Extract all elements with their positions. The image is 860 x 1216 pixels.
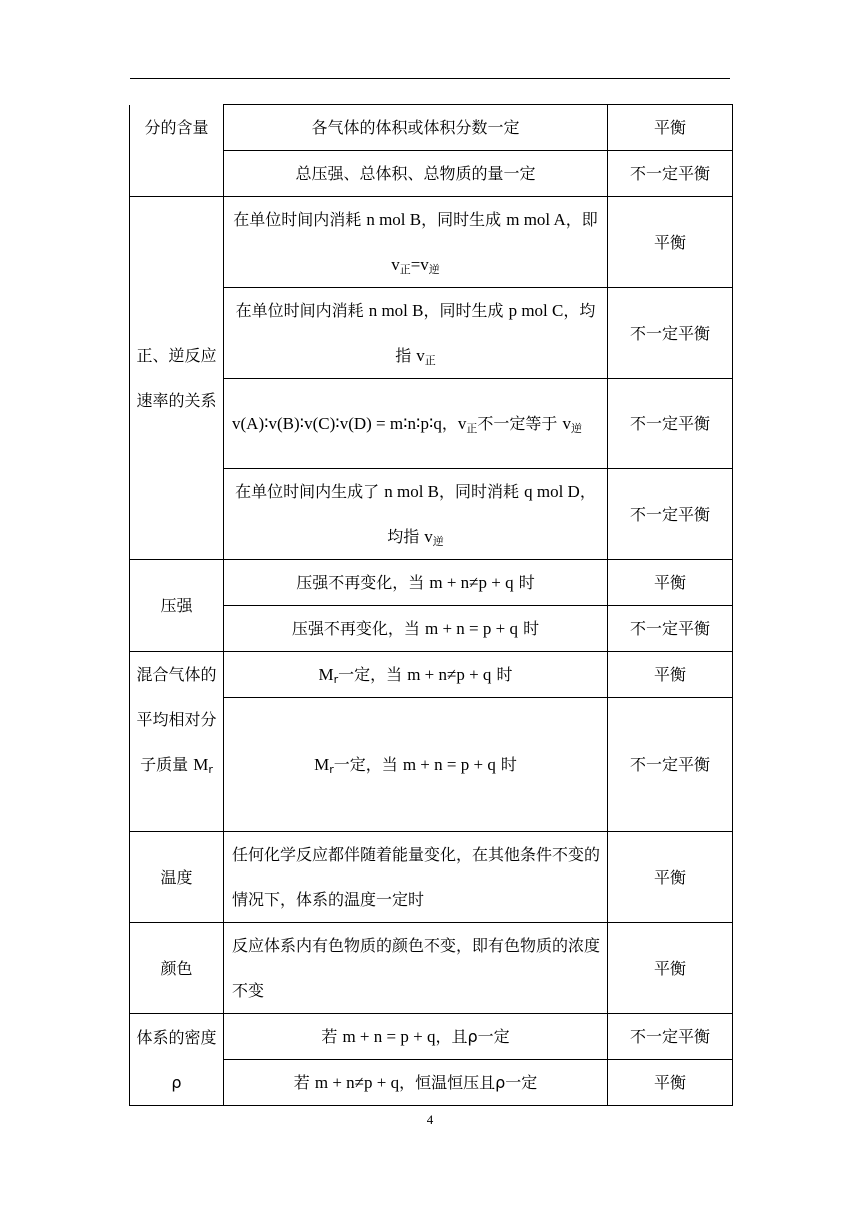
condition-cell: 在单位时间内消耗 n mol B，同时生成 p mol C，均指 $v_正$ [224, 288, 608, 379]
result-cell: 不一定平衡 [608, 469, 733, 560]
condition-cell: 在单位时间内消耗 n mol B，同时生成 m mol A，即 $v_正=v_逆$ [224, 197, 608, 288]
condition-cell: 反应体系内有色物质的颜色不变，即有色物质的浓度不变 [224, 923, 608, 1014]
condition-cell: $M_r$一定，当 m + n = p + q 时 [224, 698, 608, 832]
header-rule [130, 78, 730, 79]
result-cell: 不一定平衡 [608, 1014, 733, 1060]
result-cell: 平衡 [608, 652, 733, 698]
condition-cell: 压强不再变化，当 m + n≠p + q 时 [224, 560, 608, 606]
category-cell: 压强 [130, 560, 224, 652]
result-cell: 平衡 [608, 1060, 733, 1106]
category-cell: 颜色 [130, 923, 224, 1014]
condition-cell: $M_r$一定，当 m + n≠p + q 时 [224, 652, 608, 698]
result-cell: 平衡 [608, 197, 733, 288]
condition-cell: 若 m + n = p + q，且ρ一定 [224, 1014, 608, 1060]
result-cell: 平衡 [608, 105, 733, 151]
result-cell: 不一定平衡 [608, 698, 733, 832]
category-cell: 体系的密度ρ [130, 1014, 224, 1106]
result-cell: 平衡 [608, 560, 733, 606]
table-row [130, 197, 733, 288]
category-cell: 混合气体的平均相对分子质量 $M_r$ [130, 652, 224, 832]
result-cell: 平衡 [608, 832, 733, 923]
result-cell: 不一定平衡 [608, 288, 733, 379]
result-cell: 不一定平衡 [608, 606, 733, 652]
category-cell: 温度 [130, 832, 224, 923]
equilibrium-criteria-table [129, 104, 733, 1106]
condition-cell: 总压强、总体积、总物质的量一定 [224, 151, 608, 197]
table-row [130, 832, 733, 923]
condition-cell: v(A)∶v(B)∶v(C)∶v(D) = m∶n∶p∶q，$v_正$不一定等于 $v_逆$ [224, 379, 608, 469]
condition-cell: 若 m + n≠p + q，恒温恒压且ρ一定 [224, 1060, 608, 1106]
result-cell: 平衡 [608, 923, 733, 1014]
result-cell: 不一定平衡 [608, 151, 733, 197]
condition-cell: 任何化学反应都伴随着能量变化，在其他条件不变的情况下，体系的温度一定时 [224, 832, 608, 923]
category-cell: 正、逆反应速率的关系 [130, 197, 224, 560]
condition-cell: 压强不再变化，当 m + n = p + q 时 [224, 606, 608, 652]
page-number: 4 [426, 1112, 434, 1127]
table-row [130, 560, 733, 606]
result-cell: 不一定平衡 [608, 379, 733, 469]
condition-cell: 各气体的体积或体积分数一定 [224, 105, 608, 151]
table-row [130, 1014, 733, 1060]
category-cell: 分的含量 [130, 105, 224, 197]
table-row [130, 105, 733, 151]
table-row [130, 923, 733, 1014]
table-row [130, 652, 733, 698]
condition-cell: 在单位时间内生成了 n mol B，同时消耗 q mol D，均指 $v_逆$ [224, 469, 608, 560]
